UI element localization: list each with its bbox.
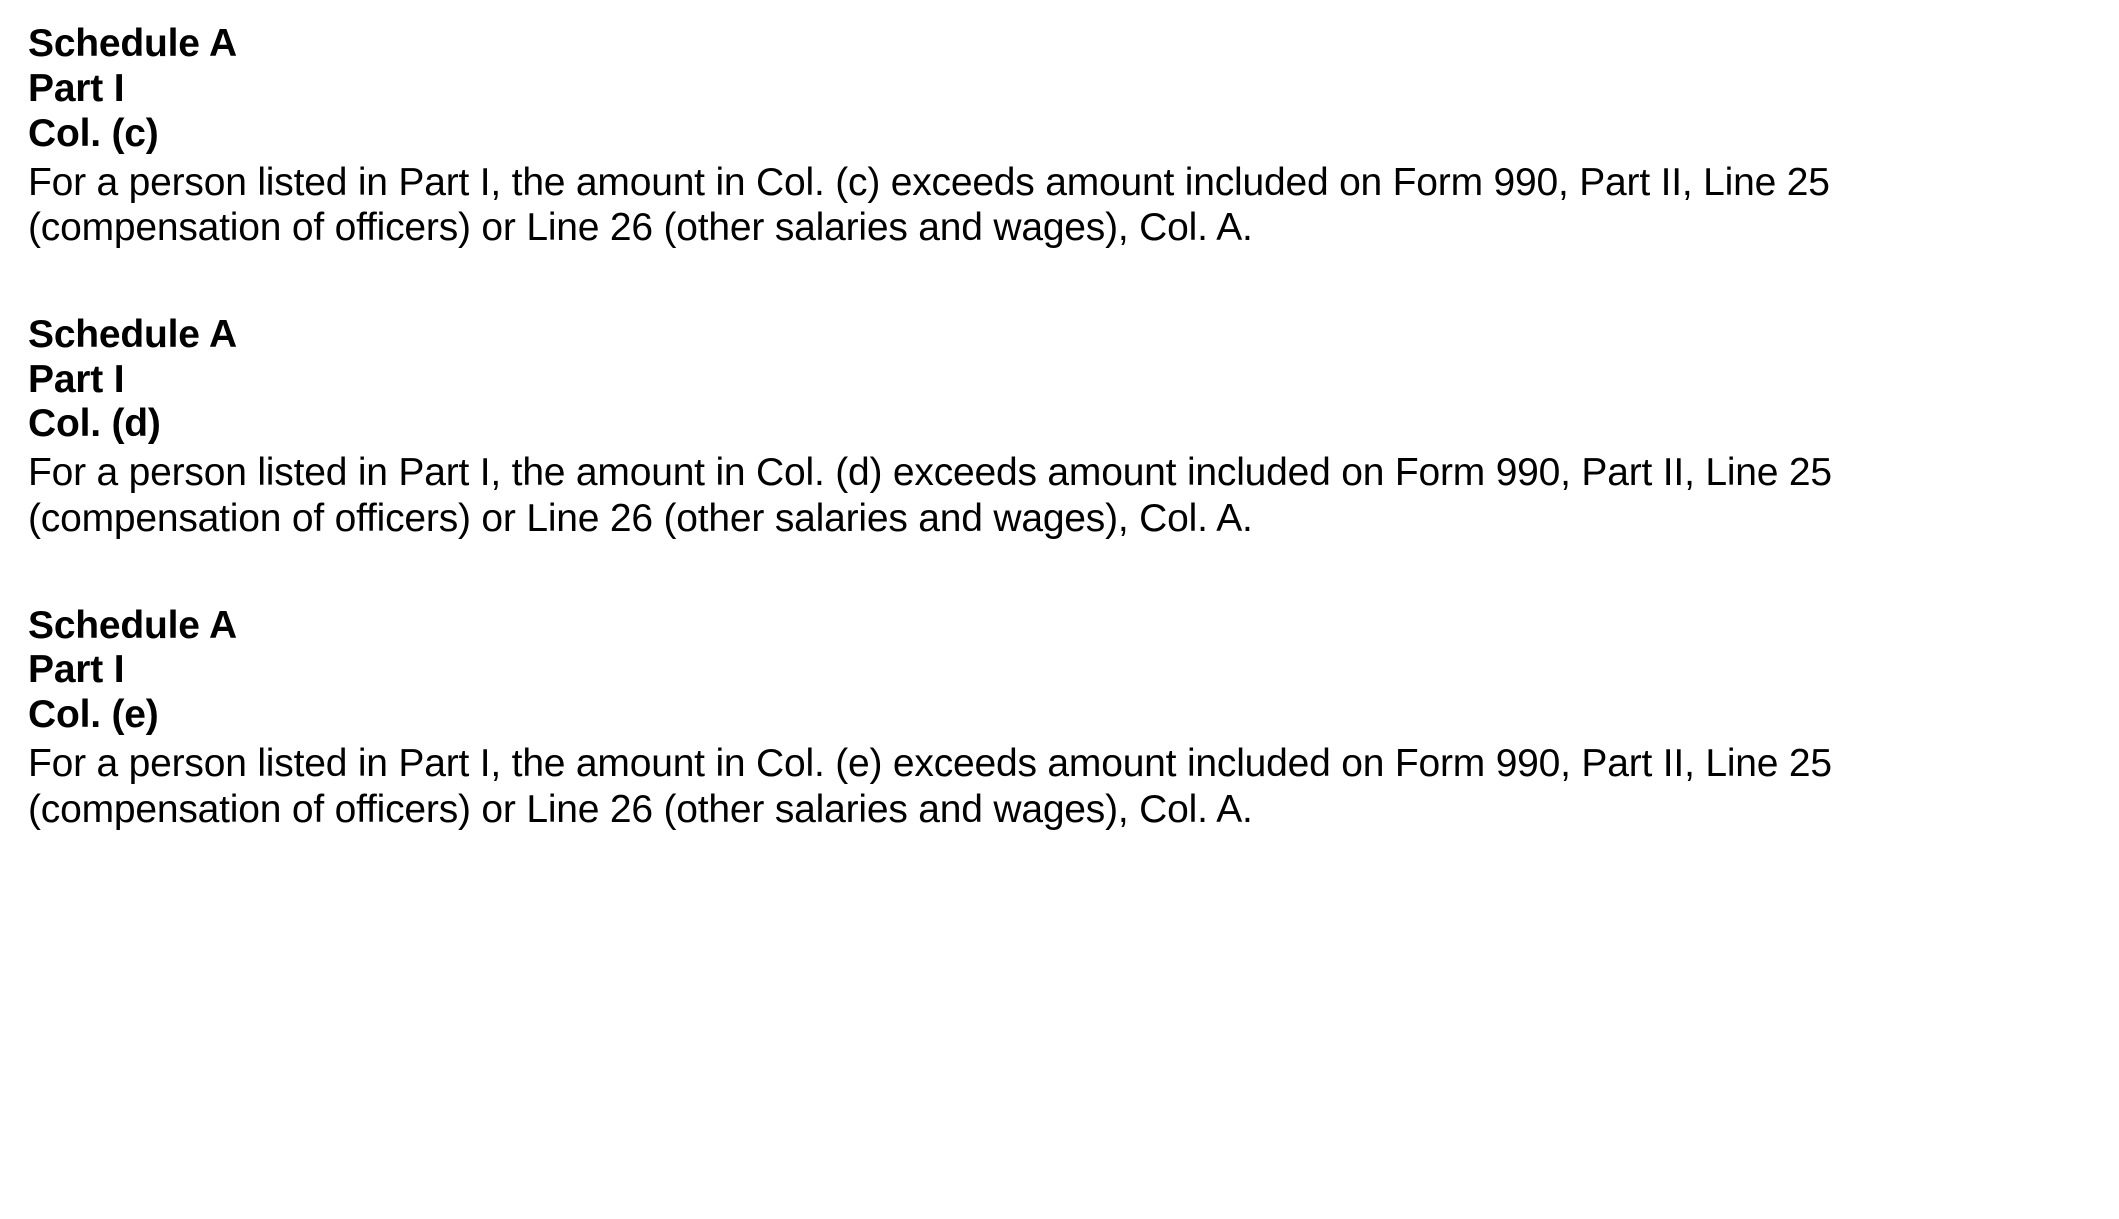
schedule-entry-c [28, 22, 2059, 251]
schedule-label: Schedule A [28, 312, 237, 356]
schedule-label: Schedule A [28, 603, 237, 647]
schedule-entry-e [28, 604, 2059, 833]
entry-description: For a person listed in Part I, the amount in Col. (d) exceeds amount included on Form 990, Part II, Line 25 (compensation of officers) or Line 26 (other salaries and wages), Col. A. [28, 451, 1832, 540]
part-label: Part I [28, 66, 125, 110]
column-label: Col. (d) [28, 402, 161, 446]
schedule-entry-d [28, 313, 2059, 542]
part-label: Part I [28, 357, 125, 401]
part-label: Part I [28, 648, 125, 692]
schedule-label: Schedule A [28, 22, 237, 65]
column-label: Col. (e) [28, 693, 159, 737]
entry-description: For a person listed in Part I, the amount in Col. (c) exceeds amount included on Form 990, Part II, Line 25 (compensation of officers) or Line 26 (other salaries and wages), Col. A. [28, 160, 1830, 250]
entry-description: For a person listed in Part I, the amount in Col. (e) exceeds amount included on Form 990, Part II, Line 25 (compensation of officers) or Line 26 (other salaries and wages), Col. A. [28, 742, 1832, 831]
column-label: Col. (c) [28, 111, 159, 155]
